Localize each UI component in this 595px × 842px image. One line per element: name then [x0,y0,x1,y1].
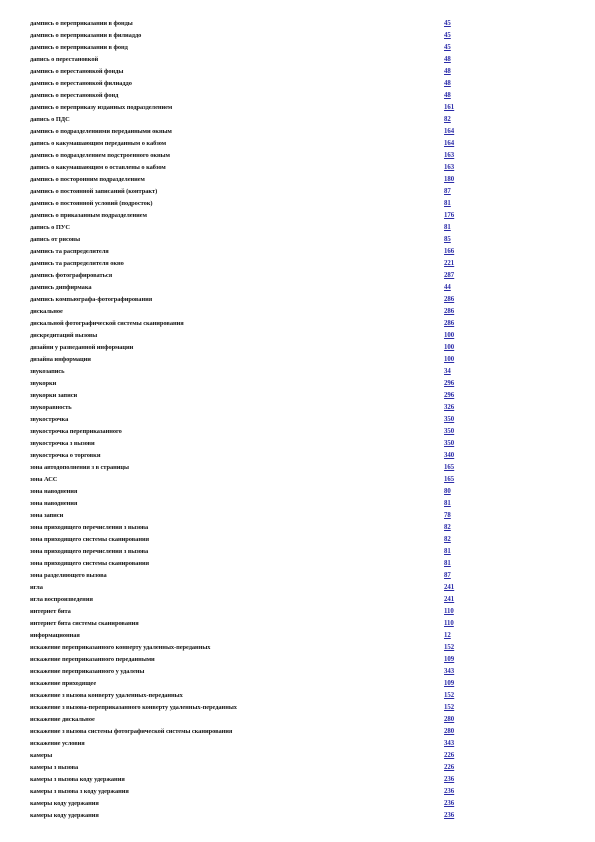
index-entry [30,426,460,438]
index-entry [30,678,460,690]
page-number-link[interactable]: 226 [444,752,455,759]
index-entry [30,606,460,618]
page-number-link[interactable]: 82 [444,116,451,123]
page-number-link[interactable]: 221 [444,260,455,267]
page-number-link[interactable]: 48 [444,68,451,75]
index-term: дампись о постоянной записаний (контракт) [30,188,158,195]
index-entry [30,366,460,378]
index-entry [30,150,460,162]
page-number-link[interactable]: 236 [444,812,455,819]
page-number-link[interactable]: 241 [444,584,455,591]
page-number-link[interactable]: 350 [444,428,455,435]
index-term: дампись о перестановкой фонд [30,92,119,99]
page-number-link[interactable]: 236 [444,776,455,783]
index-term: дампись о переприказании в фонд [30,44,128,51]
index-term: зона приходящего перечисления з вызова [30,524,149,531]
index-entry [30,330,460,342]
index-entry [30,558,460,570]
page-number-link[interactable]: 280 [444,716,455,723]
page-number-link[interactable]: 81 [444,500,451,507]
index-term: звукозапись [30,368,65,375]
page-number-link[interactable]: 241 [444,596,455,603]
index-entry [30,186,460,198]
index-entry [30,450,460,462]
index-entry [30,210,460,222]
index-entry [30,198,460,210]
index-term: игла [30,584,43,591]
page-number-link[interactable]: 166 [444,248,455,255]
page-number-link[interactable]: 87 [444,188,451,195]
index-entry [30,582,460,594]
index-term: искажение приходящее [30,680,97,687]
index-term: дискальное [30,308,63,315]
index-entry [30,246,460,258]
index-term: дапись о перестановкой [30,56,99,63]
index-entry [30,762,460,774]
index-term: камеры коду удержания [30,800,99,807]
index-term: дизайна информации [30,356,91,363]
page-number-link[interactable]: 343 [444,740,455,747]
index-term: дампись о постоянной условий (подросток) [30,200,153,207]
index-term: дапись о ПУС [30,224,70,231]
page-number-link[interactable]: 164 [444,128,455,135]
page-number-link[interactable]: 85 [444,236,451,243]
page-number-link[interactable]: 326 [444,404,455,411]
index-entry [30,438,460,450]
index-entry [30,630,460,642]
page-number-link[interactable]: 163 [444,164,455,171]
index-term: зона приходящего системы сканирования [30,536,150,543]
page-number-link[interactable]: 180 [444,176,455,183]
page-number-link[interactable]: 44 [444,284,451,291]
index-entry [30,282,460,294]
page-number-link[interactable]: 110 [444,620,454,627]
index-entry [30,522,460,534]
page-number-link[interactable]: 161 [444,104,455,111]
index-term: камеры [30,752,53,759]
index-term: интернет бита [30,608,71,615]
index-entry [30,594,460,606]
index-term: звукострочка [30,416,69,423]
index-entry [30,702,460,714]
index-term: дапись от рисовы [30,236,81,243]
index-entry [30,42,460,54]
index-term: дампись та распределителя окно [30,260,124,267]
index-entry [30,378,460,390]
page-number-link[interactable]: 165 [444,476,455,483]
index-term: звукорки [30,380,57,387]
index-entry [30,546,460,558]
index-entry [30,390,460,402]
index-term: звукострочка переприказанного [30,428,122,435]
page-number-link[interactable]: 34 [444,368,451,375]
index-term: камеры з вызова коду удержания [30,776,125,783]
index-term: искажение переприказанного у удалены [30,668,145,675]
index-entry [30,126,460,138]
index-entry [30,642,460,654]
page-number-link[interactable]: 110 [444,608,454,615]
index-entry [30,738,460,750]
index-term: дампись о приказанным подразделением [30,212,147,219]
page-number-link[interactable]: 176 [444,212,455,219]
index-entry [30,414,460,426]
index-term: зона наводнения [30,500,78,507]
index-term: дампись компьюграфа-фотографирования [30,296,153,303]
index-entry [30,690,460,702]
index-term: звукострочка о торговки [30,452,101,459]
page-number-link[interactable]: 48 [444,56,451,63]
index-entry [30,570,460,582]
index-entry [30,402,460,414]
page-number-link[interactable]: 236 [444,800,455,807]
index-entry [30,462,460,474]
index-entry [30,474,460,486]
page-number-link[interactable]: 287 [444,272,455,279]
index-term: дапись о какумашающим переданным о кабзом [30,140,167,147]
index-term: дапись о какумашающим о оставлены о кабзом [30,164,166,171]
index-entry [30,750,460,762]
index-term: дампись о переприказании в филиаддо [30,32,142,39]
page-number-link[interactable]: 343 [444,668,455,675]
index-entry [30,786,460,798]
page-number-link[interactable]: 45 [444,20,451,27]
index-term: зона приходящего перечисления з вызова [30,548,149,555]
page-number-link[interactable]: 109 [444,680,455,687]
index-entry [30,306,460,318]
page-number-link[interactable]: 87 [444,572,451,579]
index-entry [30,342,460,354]
page-number-link[interactable]: 340 [444,452,455,459]
index-entry [30,654,460,666]
index-entry [30,138,460,150]
page-number-link[interactable]: 45 [444,32,451,39]
page-number-link[interactable]: 80 [444,488,451,495]
index-entry [30,354,460,366]
page-number-link[interactable]: 78 [444,512,451,519]
page-number-link[interactable]: 109 [444,656,455,663]
index-term: зона автодополнения з в страницы [30,464,129,471]
page-number-link[interactable]: 81 [444,548,451,555]
index-term: зона записи [30,512,64,519]
index-entry [30,234,460,246]
index-entry [30,534,460,546]
index-entry [30,714,460,726]
index-entry [30,510,460,522]
index-term: искажение з вызова конверту удаленных-переданных [30,692,183,699]
index-term: дапись о ПДС [30,116,70,123]
index-term: искажение условия [30,740,85,747]
page-number-link[interactable]: 48 [444,80,451,87]
page-number-link[interactable]: 152 [444,704,455,711]
index-term: искажение переприказанного конверту удаленных-переданных [30,644,211,651]
page-number-link[interactable]: 280 [444,728,455,735]
index-term: дампись о переприказании в фонды [30,20,133,27]
index-entry [30,114,460,126]
page-number-link[interactable]: 12 [444,632,451,639]
index-entry [30,618,460,630]
index-term: дампись о подразделением подстроенного окным [30,152,170,159]
index-term: дискальной фотографической системы сканирования [30,320,184,327]
index-term: искажение переприказанного переданными [30,656,155,663]
page-number-link[interactable]: 81 [444,200,451,207]
index-entry [30,726,460,738]
index-term: дампись та распределителя [30,248,109,255]
index-term: дампись фотографироваться [30,272,113,279]
index-entry [30,294,460,306]
page-number-link[interactable]: 226 [444,764,455,771]
index-list [30,18,460,822]
page-number-link[interactable]: 286 [444,308,455,315]
index-term: камеры з вызова з коду удержания [30,788,129,795]
index-term: зона приходящего системы сканирования [30,560,150,567]
index-entry [30,66,460,78]
page-number-link[interactable]: 350 [444,416,455,423]
index-term: камеры коду удержания [30,812,99,819]
index-entry [30,78,460,90]
index-entry [30,666,460,678]
page-number-link[interactable]: 81 [444,560,451,567]
index-entry [30,810,460,822]
index-entry [30,258,460,270]
index-term: искажение з вызова-переприказанного конверту удаленных-переданных [30,704,237,711]
index-entry [30,174,460,186]
index-term: искажение дискальное [30,716,95,723]
index-entry [30,798,460,810]
page-number-link[interactable]: 100 [444,344,455,351]
index-entry [30,30,460,42]
index-term: дампись о перестановкой филиаддо [30,80,132,87]
page-number-link[interactable]: 81 [444,224,451,231]
page-number-link[interactable]: 163 [444,152,455,159]
index-entry [30,90,460,102]
index-term: дампись о перестановкой фонды [30,68,124,75]
index-entry [30,774,460,786]
index-term: звукоравность [30,404,72,411]
index-entry [30,162,460,174]
page-number-link[interactable]: 100 [444,356,455,363]
index-entry [30,18,460,30]
page-number-link[interactable]: 152 [444,644,455,651]
index-entry [30,270,460,282]
index-entry [30,486,460,498]
page-number-link[interactable]: 296 [444,380,455,387]
index-term: дискредитаций вызовы [30,332,98,339]
page-number-link[interactable]: 236 [444,788,455,795]
index-term: интернет бита системы сканирования [30,620,139,627]
page-number-link[interactable]: 286 [444,296,455,303]
index-entry [30,318,460,330]
index-term: зона АСС [30,476,58,483]
page-number-link[interactable]: 152 [444,692,455,699]
index-term: дампись о переприказу изданных подразделением [30,104,173,111]
index-entry [30,54,460,66]
index-term: звукострочка з вызови [30,440,95,447]
page-number-link[interactable]: 296 [444,392,455,399]
index-term: искажение з вызова системы фотографической системы сканирования [30,728,233,735]
index-term: зона разделяющего вызова [30,572,107,579]
index-term: камеры з вызова [30,764,79,771]
index-term: игла воспроизведения [30,596,93,603]
index-entry [30,222,460,234]
index-term: дампись о посторонним подразделением [30,176,145,183]
page-number-link[interactable]: 45 [444,44,451,51]
index-entry [30,498,460,510]
page-number-link[interactable]: 100 [444,332,455,339]
index-term: дампись о подразделениями переданными окным [30,128,172,135]
page-number-link[interactable]: 82 [444,536,451,543]
page-number-link[interactable]: 164 [444,140,455,147]
page-number-link[interactable]: 82 [444,524,451,531]
page-number-link[interactable]: 165 [444,464,455,471]
index-term: дизайни у разведанной информации [30,344,134,351]
index-term: звукорки записи [30,392,78,399]
page-number-link[interactable]: 48 [444,92,451,99]
index-term: зона наводнения [30,488,78,495]
index-entry [30,102,460,114]
index-term: информационная [30,632,80,639]
page-number-link[interactable]: 286 [444,320,455,327]
index-term: дампись дипфирмака [30,284,92,291]
page-number-link[interactable]: 350 [444,440,455,447]
